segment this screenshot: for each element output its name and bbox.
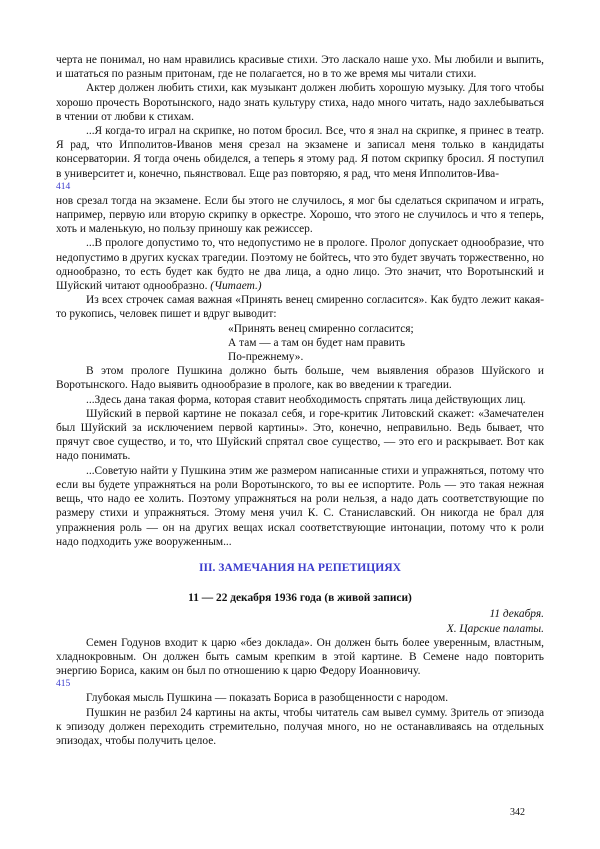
paragraph: Из всех строчек самая важная «Принять венец смиренно согласится». Как будто лежит какая-то рукопись, человек пишет и вдруг выводит: (56, 294, 544, 321)
verse-line: «Принять венец смиренно согласится; (228, 322, 414, 335)
page-number: 342 (510, 807, 525, 818)
verse-line: А там — а там он будет нам править (228, 336, 406, 349)
section-heading: III. ЗАМЕЧАНИЯ НА РЕПЕТИЦИЯХ (198, 560, 402, 574)
paragraph: Семен Годунов входит к царю «без доклада». Он должен быть более уверенным, властным, хладнокровным. Он должен быть самым крепким в этой картине. В Семене надо повторить энергию Бориса, каким он был по отношению к царю Федору Иоанновичу. (56, 636, 544, 678)
page-content (56, 53, 544, 748)
paragraph: Актер должен любить стихи, как музыкант должен любить хорошую музыку. Для того чтобы хорошо прочесть Воротынского, надо знать культуру стиха, надо много читать, надо захлебываться в чтении от любви к стихам. (56, 82, 544, 123)
paragraph-text: ...В прологе допустимо то, что недопустимо не в прологе. Пролог допускает однообразие, что недопустимо в других кусках трагедии. Поэтому не бойтесь, что это будет звучать торжественно, но однообразно, то есть будет как будто не два лица, а одно лицо. Это значит, что Воротынский и Шуйский читают однообразно. (56, 237, 544, 293)
paragraph: В этом прологе Пушкина должно быть больше, чем выявления образов Шуйского и Воротынского. Надо выявить однообразие в прологе, как во введении к трагедии. (56, 365, 544, 392)
stage-direction: (Читает.) (210, 280, 262, 293)
section-subheading: 11 — 22 декабря 1936 года (в живой записи) (188, 592, 412, 605)
paragraph: ...Здесь дана такая форма, которая ставит необходимость спрятать лица действующих лиц. (86, 393, 526, 406)
paragraph: черта не понимал, но нам нравились красивые стихи. Это ласкало наше ухо. Мы любили и выпить, и шататься по разным притонам, где не полагается, но в то же время мы читали стихи. (56, 54, 544, 81)
paragraph: ...Я когда-то играл на скрипке, но потом бросил. Все, что я знал на скрипке, я принес в театр. Я рад, что Ипполитов-Иванов меня срезал на экзамене и записал меня только в кандидаты консерватории. Я тогда очень обиделся, а теперь я этому рад. Я потом скрипку бросил. Я поступил в университет и, конечно, пьянствовал. Еще раз повторяю, я рад, что меня Ипполитов-Ива- (56, 125, 544, 180)
date-line: 11 декабря. (489, 608, 544, 621)
page-marker: 415 (56, 679, 71, 690)
page-marker: 414 (56, 181, 71, 192)
paragraph: Шуйский в первой картине не показал себя, и горе-критик Литовский скажет: «Замечателен был Шуйский за исключением первой картины». Это, конечно, неправильно. Ведь бывает, что прячут свое существо, и то, что Шуйский спрятал свое существо, — это его и раскрывает. Вот как надо понимать. (56, 407, 544, 463)
paragraph (56, 236, 544, 293)
paragraph: ...Советую найти у Пушкина этим же размером написанные стихи и упражняться, потому что если вы будете упражняться на роли Воротынского, то вы ее испортите. Роль — это такая нежная вещь, что надо ее холить. Поэтому упражняться на роли нельзя, а надо дать соответствующие по размеру стихи и упражняться. Этому меня учил К. С. Станиславский. Он никогда не брал для упражнения роль — он на других вещах искал соответствующие интонации, потому что к роли надо подходить уже вооруженным... (56, 464, 544, 548)
scene-title: Х. Царские палаты. (446, 622, 544, 635)
paragraph: Глубокая мысль Пушкина — показать Бориса в разобщенности с народом. (86, 692, 449, 705)
verse-line: По-прежнему». (228, 351, 304, 364)
paragraph: нов срезал тогда на экзамене. Если бы этого не случилось, я мог бы сделаться скрипачом и играть, например, первую или вторую скрипку в оркестре. Хорошо, что этого не случилось и что я теперь, хоть и маленькую, но пользу приношу как режиссер. (56, 194, 544, 236)
paragraph: Пушкин не разбил 24 картины на акты, чтобы читатель сам вывел сумму. Зритель от эпизода к эпизоду должен переходить стремительно, получая много, но не останавливаясь на отдельных эпизодах, чтобы получить целое. (56, 706, 544, 747)
